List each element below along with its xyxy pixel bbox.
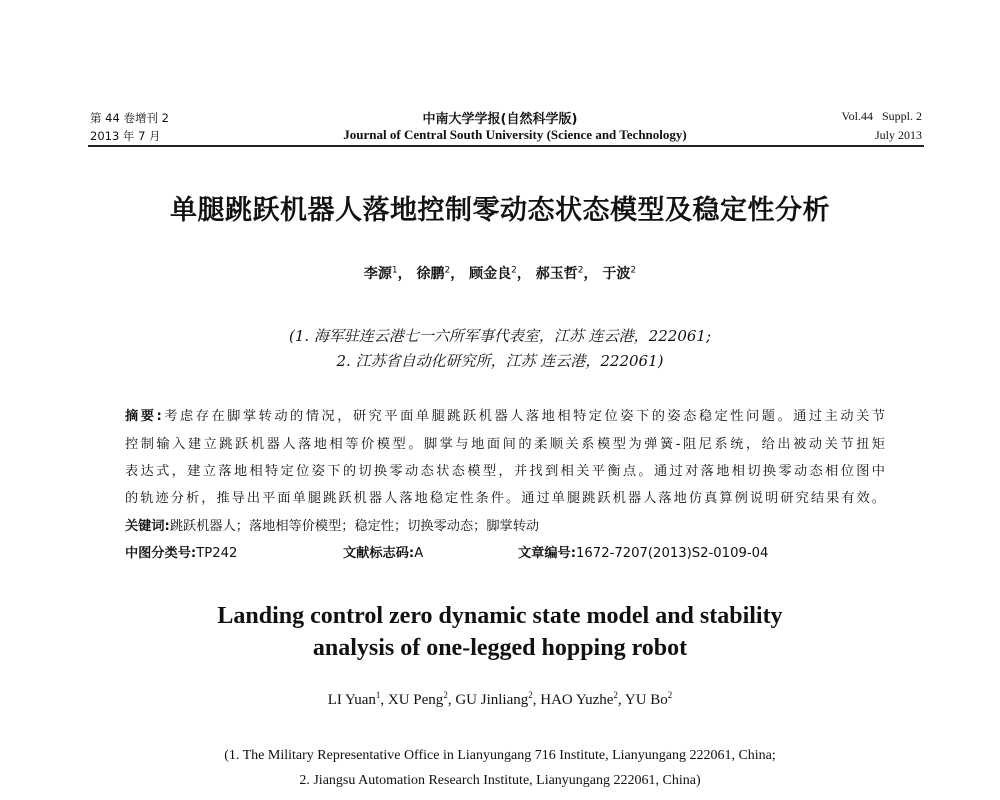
journal-cn: 中南大学学报(自然科学版) [422, 112, 578, 127]
authors-en [0, 690, 1000, 709]
affiliation-en-2: 2. Jiangsu Automation Research Institute, Lianyungang 222061, China) [299, 773, 701, 788]
keywords-cn: 关键词:跳跃机器人；落地相等价模型；稳定性；切换零动态；脚掌转动 [125, 519, 540, 534]
affiliation-cn-1: (1. 海军驻连云港七一六所军事代表室，江苏 连云港，222061; [288, 327, 712, 345]
author: 李源$^1$， [363, 265, 412, 282]
header-rule [88, 145, 924, 147]
title-en-line-1: Landing control zero dynamic state model and stability [217, 603, 783, 629]
affiliation-en-1: (1. The Military Representative Office in Lianyungang 716 Institute, Lianyungang 222061, China; [224, 748, 776, 763]
article-number: 文章编号:1672-7207(2013)S2-0109-04 [518, 546, 769, 561]
date-en: July 2013 [874, 128, 922, 142]
author: XU Peng$^2$, [387, 690, 456, 708]
date-cn: 2013 年 7 月 [90, 129, 161, 143]
title-en-line-2: analysis of one-legged hopping robot [312, 635, 688, 661]
affiliation-cn-2: 2. 江苏省自动化研究所，江苏 连云港，222061) [336, 352, 664, 370]
authors-cn [0, 263, 1000, 283]
volume-en: Vol.44 Suppl. 2 [841, 109, 922, 123]
author: LI Yuan$^1$, [327, 690, 388, 708]
author: 徐鹏$^2$， [416, 265, 465, 282]
author: YU Bo$^2$ [624, 690, 673, 708]
author: 顾金良$^2$， [469, 265, 531, 282]
abstract-line: 控制输入建立跳跃机器人落地相等价模型。脚掌与地面间的柔顺关系模型为弹簧-阻尼系统，给出被动关节扭矩 [125, 437, 885, 452]
journal-en: Journal of Central South University (Science and Technology) [343, 127, 687, 142]
author: HAO Yuzhe$^2$, [540, 690, 625, 708]
author: 郝玉哲$^2$， [535, 265, 598, 282]
abstract-line: 表达式，建立落地相特定位姿下的切换零动态状态模型，并找到相关平衡点。通过对落地相切换零动态相位图中 [125, 464, 885, 479]
abstract-line: 摘要:考虑存在脚掌转动的情况，研究平面单腿跳跃机器人落地相特定位姿下的姿态稳定性问题。通过主动关节 [125, 409, 886, 424]
author: 于波$^2$ [602, 265, 637, 282]
volume-cn: 第 44 卷增刊 2 [90, 111, 169, 125]
author: GU Jinliang$^2$, [455, 690, 541, 708]
abstract-label: 摘要: [125, 409, 162, 424]
title-cn: 单腿跳跃机器人落地控制零动态状态模型及稳定性分析 [170, 195, 830, 226]
document-code: 文献标志码:A [343, 546, 424, 561]
abstract-line: 的轨迹分析，推导出平面单腿跳跃机器人落地稳定性条件。通过单腿跳跃机器人落地仿真算例说明研究结果有效。 [125, 491, 885, 506]
clc-number: 中图分类号:TP242 [125, 546, 238, 561]
